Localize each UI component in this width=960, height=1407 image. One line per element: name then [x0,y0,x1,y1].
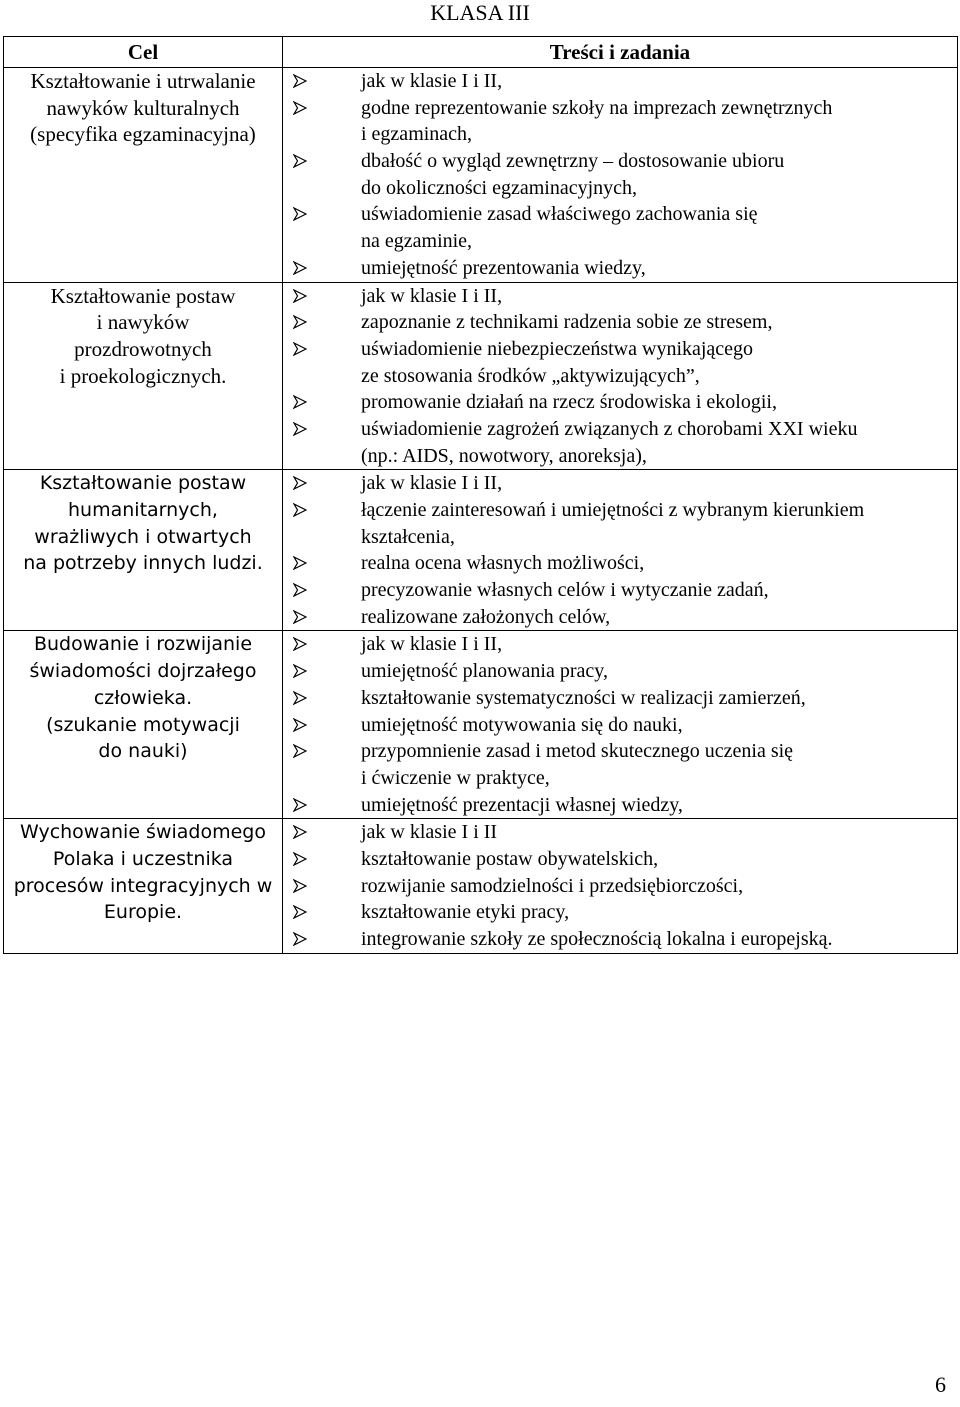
task-text: kształcenia, [361,525,455,548]
arrow-bullet-icon [293,583,307,597]
arrow-bullet-icon [293,556,307,570]
goal-text [4,631,282,768]
task-item [283,68,957,95]
task-item [283,926,957,953]
task-item [283,389,957,416]
task-item [283,685,957,712]
table-header-row [4,37,958,68]
task-item-continuation [283,524,957,551]
arrow-bullet-icon [293,610,307,624]
task-text: kształtowanie systematyczności w realizacji zamierzeń, [361,686,806,709]
task-text: umiejętność planowania pracy, [361,660,608,683]
task-text: umiejętność prezentowania wiedzy, [361,256,646,279]
arrow-bullet-icon [293,101,307,115]
task-item [283,712,957,739]
goal-line: Kształtowanie i utrwalanie [30,69,256,93]
goal-line: i nawyków [96,310,190,335]
task-text: i egzaminach, [361,123,473,146]
task-item [283,201,957,228]
task-item [283,148,957,175]
arrow-bullet-icon [293,932,307,946]
arrow-bullet-icon [293,905,307,919]
arrow-bullet-icon [293,395,307,409]
page-number: 6 [935,1372,946,1397]
goal-line: na potrzeby innych ludzi. [23,552,263,575]
task-text: kształtowanie postaw obywatelskich, [361,847,659,870]
task-text: precyzowanie własnych celów i wytyczanie zadań, [361,579,769,602]
goal-line: (szukanie motywacji [46,713,240,736]
arrow-bullet-icon [293,503,307,517]
task-text: przypomnienie zasad i metod skutecznego uczenia się [361,740,794,763]
task-item-continuation [283,121,957,148]
arrow-bullet-icon [293,879,307,893]
arrow-bullet-icon [293,422,307,436]
task-list [283,631,957,818]
goal-line: Budowanie i rozwijanie [33,633,253,656]
task-item [283,283,957,310]
goal-line: Wychowanie świadomego [20,821,266,844]
task-text: promowanie działań na rzecz środowiska i ekologii, [361,391,777,414]
page-title: KLASA III [430,0,530,25]
task-item [283,95,957,122]
task-text: rozwijanie samodzielności i przedsiębiorczości, [361,874,744,897]
task-item [283,792,957,819]
task-text: jak w klasie I i II, [361,472,503,495]
table-row [4,282,958,470]
task-list [283,470,957,630]
task-item [283,873,957,900]
goal-cell [4,631,283,819]
task-text: uświadomienie zasad właściwego zachowania się [361,203,758,226]
task-text: uświadomienie niebezpieczeństwa wynikającego [361,337,754,360]
task-item-continuation [283,175,957,202]
table-row [4,631,958,819]
arrow-bullet-icon [293,637,307,651]
goal-line: Kształtowanie postaw [39,472,247,495]
goal-line: wrażliwych i otwartych [34,525,252,548]
task-list [283,283,957,470]
task-item [283,497,957,524]
arrow-bullet-icon [293,207,307,221]
task-item [283,738,957,765]
task-text: ze stosowania środków „aktywizujących”, [361,364,700,387]
task-text: dbałość o wygląd zewnętrzny – dostosowanie ubioru [361,150,785,173]
task-item [283,899,957,926]
task-text: jak w klasie I i II, [361,284,503,307]
task-text: uświadomienie zagrożeń związanych z chorobami XXI wieku [361,417,858,440]
arrow-bullet-icon [293,476,307,490]
task-item-continuation [283,443,957,470]
goal-cell [4,819,283,953]
arrow-bullet-icon [293,744,307,758]
goal-line: prozdrowotnych [74,336,212,361]
arrow-bullet-icon [293,74,307,88]
task-item [283,255,957,282]
task-text: na egzaminie, [361,230,473,253]
goal-line: Europie. [103,901,183,924]
goal-line: i proekologicznych. [59,363,227,388]
task-text: umiejętność prezentacji własnej wiedzy, [361,793,683,816]
goal-text [4,283,282,393]
task-list [283,68,957,282]
table-row [4,819,958,953]
task-item [283,470,957,497]
goal-line: do nauki) [98,740,188,763]
column-header-goal: Cel [4,37,283,68]
task-text: kształtowanie etyki pracy, [361,901,570,924]
goal-line: Polaka i uczestnika [52,847,234,870]
goal-cell [4,68,283,283]
task-text: do okoliczności egzaminacyjnych, [361,176,638,199]
arrow-bullet-icon [293,664,307,678]
tasks-cell [283,631,958,819]
goal-cell [4,282,283,470]
arrow-bullet-icon [293,691,307,705]
task-text: i ćwiczenie w praktyce, [361,766,550,789]
task-text: (np.: AIDS, nowotwory, anoreksja), [361,444,647,467]
table-body [4,68,958,954]
goal-line: (specyfika egzaminacyjna) [30,122,256,147]
goal-text [4,819,282,929]
task-text: jak w klasie I i II, [361,70,503,92]
task-item [283,416,957,443]
arrow-bullet-icon [293,798,307,812]
task-text: jak w klasie I i II [361,821,498,844]
column-header-tasks: Treści i zadania [283,37,958,68]
arrow-bullet-icon [293,154,307,168]
task-text: jak w klasie I i II, [361,633,503,656]
task-item [283,658,957,685]
task-item [283,336,957,363]
arrow-bullet-icon [293,342,307,356]
task-text: realna ocena własnych możliwości, [361,552,645,575]
arrow-bullet-icon [293,315,307,329]
arrow-bullet-icon [293,852,307,866]
task-item [283,846,957,873]
goal-line: humanitarnych, [68,499,218,522]
goal-line: człowieka. [93,686,193,709]
task-text: łączenie zainteresowań i umiejętności z wybranym kierunkiem [361,499,865,521]
tasks-cell [283,819,958,953]
tasks-cell [283,282,958,470]
task-text: realizowane założonych celów, [361,605,611,628]
goal-line: procesów integracyjnych w [13,874,273,897]
goal-text [4,68,282,151]
arrow-bullet-icon [293,825,307,839]
goal-line: Kształtowanie postaw [50,283,236,308]
goal-cell [4,470,283,631]
task-item [283,604,957,631]
task-item [283,309,957,336]
curriculum-table [3,36,958,954]
task-text: integrowanie szkoły ze społecznością lokalna i europejską. [361,928,833,950]
arrow-bullet-icon [293,261,307,275]
tasks-cell [283,68,958,283]
goal-line: świadomości dojrzałego [29,660,257,683]
task-item [283,819,957,846]
table-row [4,68,958,283]
arrow-bullet-icon [293,718,307,732]
task-item [283,577,957,604]
task-item [283,550,957,577]
task-item-continuation [283,765,957,792]
goal-line: nawyków kulturalnych [46,95,240,120]
tasks-cell [283,470,958,631]
task-list [283,819,957,952]
table-row [4,470,958,631]
task-item-continuation [283,363,957,390]
arrow-bullet-icon [293,289,307,303]
task-text: zapoznanie z technikami radzenia sobie ze stresem, [361,311,773,334]
task-text: umiejętność motywowania się do nauki, [361,713,683,736]
task-item [283,631,957,658]
task-text: godne reprezentowanie szkoły na imprezach zewnętrznych [361,96,833,119]
goal-text [4,470,282,580]
task-item-continuation [283,228,957,255]
